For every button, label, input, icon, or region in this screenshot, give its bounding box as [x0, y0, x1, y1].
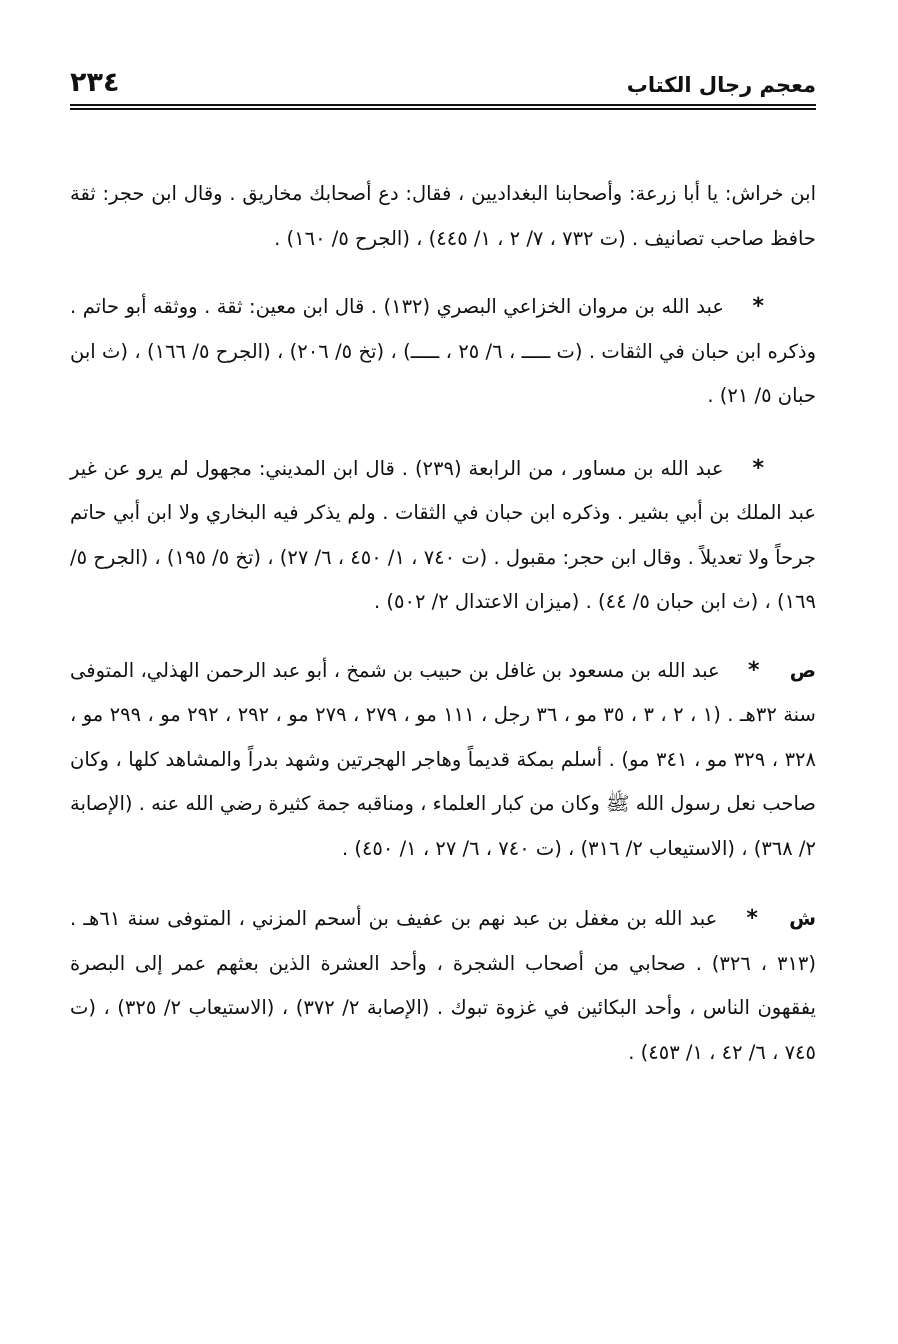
- entry-continuation: [70, 172, 816, 261]
- entry-star-marker: *: [752, 455, 764, 481]
- running-title: معجم رجال الكتاب: [626, 73, 816, 97]
- entry-abdullah-ibn-musawir: [70, 447, 816, 625]
- page-body: [70, 172, 816, 1075]
- entry-star-marker: *: [747, 657, 760, 683]
- entry-source-code: ش: [789, 907, 817, 930]
- entry-source-code: ص: [789, 658, 816, 682]
- entry-text: عبد الله بن مروان الخزاعي البصري (١٣٢) . قال ابن معين: ثقة . ووثقه أبو حاتم . وذكره ابن حبان في الثقات . (ت ـــــ ، ٦/ ٢٥ ، ـــــ) ، (تخ ٥/ ٢٠٦) ، (الجرح ٥/ ١٦٦) ، (ث ابن حبان ٥/ ٢١) .: [70, 295, 816, 407]
- entry-abdullah-ibn-masud: [70, 649, 816, 872]
- entry-abdullah-ibn-mughaffal: [70, 897, 816, 1075]
- page-number: ٢٣٤: [70, 67, 120, 98]
- entry-text: عبد الله بن مسعود بن غافل بن حبيب بن شمخ ، أبو عبد الرحمن الهذلي، المتوفى سنة ٣٢هـ . (١ ، ٢ ، ٣ ، ٣٥ مو ، ٣٦ رجل ، ١١١ مو ، ٢٧٩ ، ٢٧٩ مو ، ٢٩٢ ، ٢٩٢ مو ، ٢٩٩ مو ، ٣٢٨ ، ٣٢٩ مو ، ٣٤١ مو) . أسلم بمكة قديماً وهاجر الهجرتين وشهد بدراً والمشاهد كلها ، وكان صاحب نعل رسول الله ﷺ وكان من كبار العلماء ، ومناقبه جمة كثيرة رضي الله عنه . (الإصابة ٢/ ٣٦٨) ، (الاستيعاب ٢/ ٣١٦) ، (ت ٧٤٠ ، ٦/ ٢٧ ، ١/ ٤٥٠) .: [70, 658, 816, 860]
- page-header: [70, 52, 816, 110]
- entry-star-marker: *: [752, 294, 764, 319]
- entry-text: عبد الله بن مغفل بن عبد نهم بن عفيف بن أسحم المزني ، المتوفى سنة ٦١هـ . (٣١٣ ، ٣٢٦) . صحابي من أصحاب الشجرة ، وأحد العشرة الذين بعثهم عمر إلى البصرة يفقهون الناس ، وأحد البكائين في غزوة تبوك . (الإصابة ٢/ ٣٧٢) ، (الاستيعاب ٢/ ٣٢٥) ، (ت ٧٤٥ ، ٦/ ٤٢ ، ١/ ٤٥٣) .: [70, 907, 816, 1064]
- entry-star-marker: *: [746, 906, 758, 931]
- entry-text: ابن خراش: يا أبا زرعة: وأصحابنا البغداديين ، فقال: دع أصحابك مخاريق . وقال ابن حجر: ثقة حافظ صاحب تصانيف . (ت ٧٣٢ ، ٧/ ٢ ، ١/ ٤٤٥) ، (الجرح ٥/ ١٦٠) .: [70, 182, 816, 250]
- entry-abdullah-ibn-marwan: [70, 285, 816, 419]
- entry-text: عبد الله بن مساور ، من الرابعة (٢٣٩) . قال ابن المديني: مجهول لم يرو عن غير عبد الملك بن أبي بشير . وذكره ابن حبان في الثقات . ولم يذكر فيه البخاري ولا ابن أبي حاتم جرحاً ولا تعديلاً . وقال ابن حجر: مقبول . (ت ٧٤٠ ، ١/ ٤٥٠ ، ٦/ ٢٧) ، (تخ ٥/ ١٩٥) ، (الجرح ٥/ ١٦٩) ، (ث ابن حبان ٥/ ٤٤) . (ميزان الاعتدال ٢/ ٥٠٢) .: [70, 456, 816, 613]
